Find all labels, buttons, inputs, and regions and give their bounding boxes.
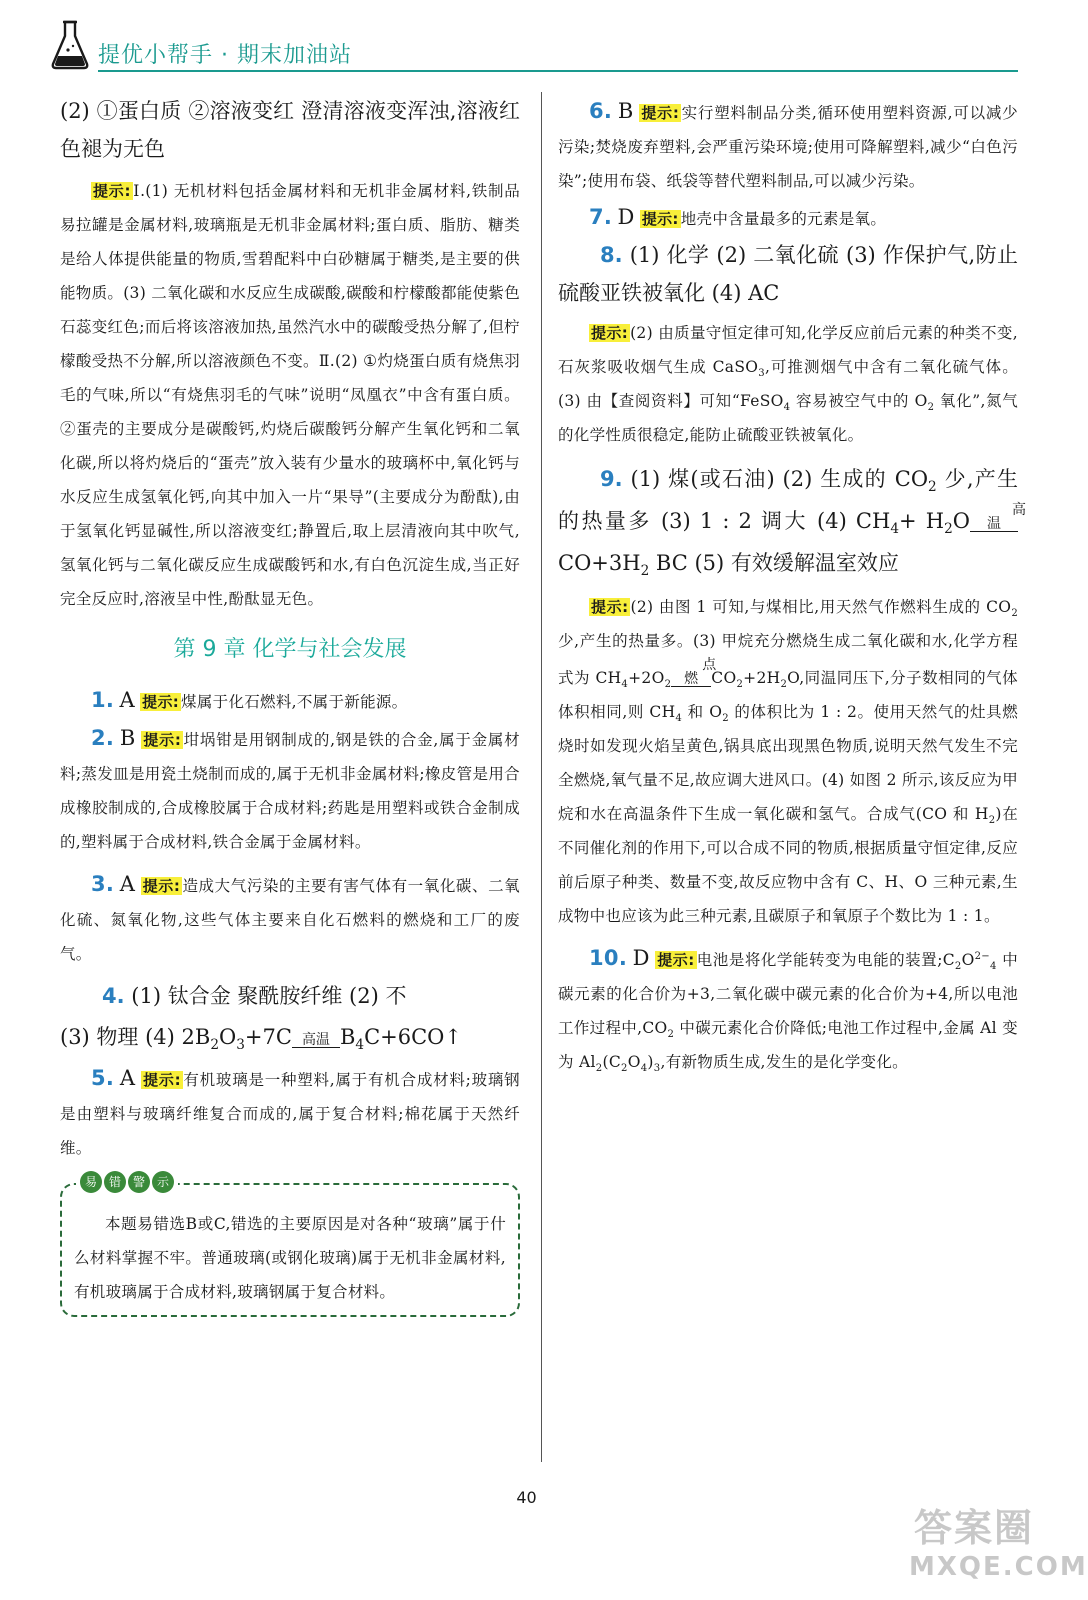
header-rule [98, 70, 1018, 72]
answer-5: 5. A 提示: 有机玻璃是一种塑料,属于有机合成材料;玻璃钢是由塑料与玻璃纤维复合而成的,属于复合材料;棉花属于天然纤维。 [60, 1066, 520, 1157]
flask-icon [50, 18, 90, 70]
reaction-condition: 高温 [970, 503, 1018, 536]
answer-10: 10. D 提示: 电池是将化学能转变为电能的装置$;C_2O^{2-}_4$ 中碳元素的化合价为+3,二氧化碳中碳元素的化合价为+4,所以电池工作过程中$,CO_2$ 中碳元素化合价降低;电池工作过程中,金属 Al 变为 $Al_2(C_2O_4)_3$,有新物质生成,发生的是化学变化。 [558, 946, 1019, 1075]
answer-8: 8. (1) 化学 (2) 二氧化硫 (3) 作保护气,防止硫酸亚铁被氧化 (4) AC [558, 243, 1018, 305]
answer-3: 3. A 提示: 造成大气污染的主要有害气体有一氧化碳、二氧化硫、氮氧化物,这些气体主要来自化石燃料的燃烧和工厂的废气。 [60, 872, 520, 963]
answer-4-cont: (3) 物理 (4) $2B_2O_3+7C$ 高温 $B_4C+6CO↑$ [60, 1025, 462, 1054]
tip-label: 提示: [93, 182, 131, 200]
warning-text: 本题易错选B或C,错选的主要原因是对各种“玻璃”属于什么材料掌握不牢。普通玻璃(或钢化玻璃)属于无机非金属材料,有机玻璃属于合成材料,玻璃钢属于复合材料。 [74, 1215, 506, 1301]
answer-6: 6. B 提示: 实行塑料制品分类,循环使用塑料资源,可以减少污染;焚烧废弃塑料,会严重污染环境;使用可降解塑料,减少“白色污染”;使用布袋、纸袋等替代塑料制品,可以减少污染。 [558, 99, 1018, 190]
column-divider [541, 92, 542, 1462]
answer-7: 7. D 提示: 地壳中含量最多的元素是氧。 [589, 205, 887, 229]
tip-9: 提示: (2) 由图 1 可知,与煤相比,用天然气作燃料生成的 $CO_2$ 少,产生的热量多。(3) 甲烷充分燃烧生成二氧化碳和水,化学方程式为 $CH_4+2O_2$ 点燃 $CO_2+2H_2O$,同温同压下,分子数相同的气体体积相同,则 $CH_4$ 和 $O_2$ 的体积比为 1 : 2。使用天然气的灶具燃烧时如发现火焰呈黄色,锅具底出现黑色物质,说明天然气发生不完全燃烧,氧气量不足,故应调大进风口。(4) 如图 2 所示,该反应为甲烷和水在高温条件下生成一氧化碳和氢气。合成气(CO 和 $H_2$)在不同催化剂的作用下,可以合成不同的物质,根据质量守恒定律,反应前后原子种类、数量不变,故反应物中含有 C、H、O 三种元素,生成物中也应该为此三种元素,且碳原子和氧原子个数比为 1 : 1。 [558, 598, 1019, 925]
reaction-condition: 高温 [292, 1033, 340, 1052]
answer-4: 4. (1) 钛合金 聚酰胺纤维 (2) 不 [102, 984, 407, 1008]
watermark-logo: 答案圈 MXQE.COM [909, 1506, 1088, 1582]
left-column [60, 92, 520, 1317]
header-title: 提优小帮手 · 期末加油站 [98, 43, 352, 68]
tip-prev: 提示: Ⅰ.(1) 无机材料包括金属材料和无机非金属材料,铁制品易拉罐是金属材料,玻璃瓶是无机非金属材料;蛋白质、脂肪、糖类是给人体提供能量的物质,雪碧配料中白砂糖属于糖类,是主要的供能物质。(3) 二氧化碳和水反应生成碳酸,碳酸和柠檬酸都能使紫色石蕊变红色;而后将该溶液加热,虽然汽水中的碳酸受热分解了,但柠檬酸受热不分解,所以溶液颜色不变。Ⅱ.(2) ①灼烧蛋白质有烧焦羽毛的气味,所以“有烧焦羽毛的气味”说明“凤凰衣”中含有蛋白质。②蛋壳的主要成分是碳酸钙,灼烧后碳酸钙分解产生氧化钙和二氧化碳,所以将灼烧后的“蛋壳”放入装有少量水的玻璃杯中,氧化钙与水反应生成氢氧化钙,向其中加入一片“果导”(主要成分为酚酞),由于氢氧化钙显碱性,所以溶液变红;静置后,取上层清液向其中吹气,氢氧化钙与二氧化碳反应生成碳酸钙和水,有白色沉淀生成,当正好完全反应时,溶液呈中性,酚酞显无色。 [60, 182, 520, 608]
answer-1: 1. A 提示: 煤属于化石燃料,不属于新能源。 [91, 688, 408, 712]
warning-tag: 易 错 警 示 [76, 1171, 178, 1193]
chapter-heading: 第 9 章 化学与社会发展 [173, 637, 407, 662]
reaction-condition: 点燃 [671, 658, 711, 691]
page-number: 40 [516, 1488, 537, 1507]
right-column [558, 92, 1026, 1079]
answer-2: 2. B 提示: 坩埚钳是用钢制成的,钢是铁的合金,属于金属材料;蒸发皿是用瓷土烧制而成的,属于无机非金属材料;橡皮管是用合成橡胶制成的,合成橡胶属于合成材料;药匙是用塑料或铁合金制成的,塑料属于合成材料,铁合金属于金属材料。 [60, 726, 520, 851]
page-header [50, 18, 1018, 78]
tip-8: 提示: (2) 由质量守恒定律可知,化学反应前后元素的种类不变,石灰浆吸收烟气生成 CaSO$_3$,可推测烟气中含有二氧化硫气体。(3) 由【查阅资料】可知“FeSO$_4$ 容易被空气中的 $O_2$ 氧化”,氮气的化学性质很稳定,能防止硫酸亚铁被氧化。 [558, 324, 1019, 444]
answer-prev-q2: (2) ①蛋白质 ②溶液变红 澄清溶液变浑浊,溶液红色褪为无色 [60, 99, 520, 161]
answer-9: 9. (1) 煤(或石油) (2) 生成的 $CO_2$ 少,产生的热量多 (3) 1 : 2 调大 (4) $CH_4+ H_2O$ 高温 $CO+3H_2$ BC (5) 有效缓解温室效应 [558, 467, 1026, 580]
error-warning-box [60, 1175, 520, 1317]
